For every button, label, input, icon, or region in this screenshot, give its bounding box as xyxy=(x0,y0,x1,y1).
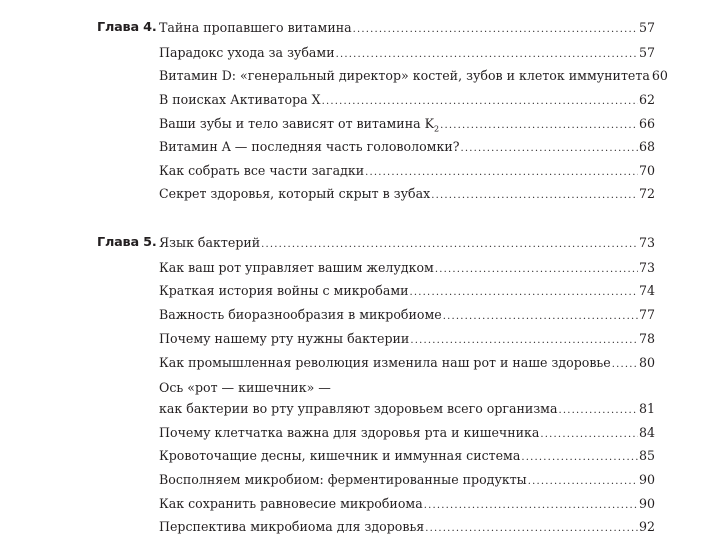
section-title: Краткая история войны с микробами xyxy=(159,283,409,298)
chapter-title: Тайна пропавшего витамина xyxy=(159,20,352,35)
dot-leader xyxy=(425,519,638,539)
subscript: 2 xyxy=(434,124,440,134)
page-number: 90 xyxy=(638,496,655,511)
section-title: как бактерии во рту управляют здоровьем всего организма xyxy=(159,401,558,416)
dot-leader xyxy=(353,20,638,40)
dot-leader xyxy=(431,186,638,206)
toc-entry[interactable] xyxy=(0,137,716,157)
toc-entry[interactable] xyxy=(0,305,716,325)
page-number: 77 xyxy=(638,307,655,322)
page-number: 85 xyxy=(638,448,655,463)
dot-leader xyxy=(365,163,638,183)
toc-entry-multiline[interactable] xyxy=(0,378,716,422)
page-number: 73 xyxy=(638,260,655,275)
chapter-label: Глава 5. xyxy=(97,235,157,250)
page-number: 92 xyxy=(638,519,655,534)
dot-leader xyxy=(410,283,638,303)
page-number: 70 xyxy=(638,163,655,178)
page-number: 57 xyxy=(638,45,655,60)
dot-leader xyxy=(440,116,638,136)
page-number: 72 xyxy=(638,186,655,201)
toc-entry[interactable] xyxy=(0,446,716,466)
toc-entry[interactable] xyxy=(0,90,716,110)
dot-leader xyxy=(424,496,638,516)
section-title: Восполняем микробиом: ферментированные продукты xyxy=(159,472,527,487)
dot-leader xyxy=(612,355,638,375)
section-title: Важность биоразнообразия в микробиоме xyxy=(159,307,442,322)
section-title: Витамин D: «генеральный директор» костей, зубов и клеток иммунитета xyxy=(159,68,650,83)
section-title-text: Ваши зубы и тело зависят от витамина K xyxy=(159,116,435,131)
dot-leader xyxy=(521,448,638,468)
section-title-line1: Ось «рот — кишечник» — xyxy=(159,380,331,395)
dot-leader xyxy=(336,45,638,65)
dot-leader xyxy=(435,260,638,280)
toc-entry[interactable] xyxy=(0,470,716,490)
section-title: Как промышленная революция изменила наш рот и наше здоровье xyxy=(159,355,611,370)
page-number: 62 xyxy=(638,92,655,107)
dot-leader xyxy=(460,139,637,159)
chapter-heading[interactable] xyxy=(0,18,716,38)
page-number: 80 xyxy=(638,355,655,370)
chapter-label: Глава 4. xyxy=(97,20,157,35)
section-title: Почему нашему рту нужны бактерии xyxy=(159,331,410,346)
dot-leader xyxy=(410,331,638,351)
chapter-title: Язык бактерий xyxy=(159,235,261,250)
dot-leader xyxy=(443,307,638,327)
page-number: 78 xyxy=(638,331,655,346)
toc-entry[interactable] xyxy=(0,281,716,301)
dot-leader xyxy=(540,425,638,445)
toc-entry[interactable] xyxy=(0,329,716,349)
page-number: 84 xyxy=(638,425,655,440)
section-title: Витамин A — последняя часть головоломки? xyxy=(159,139,460,154)
section-title: Как сохранить равновесие микробиома xyxy=(159,496,423,511)
dot-leader xyxy=(261,235,638,255)
section-title: Как ваш рот управляет вашим желудком xyxy=(159,260,434,275)
toc-entry[interactable] xyxy=(0,517,716,537)
page-number: 90 xyxy=(638,472,655,487)
dot-leader xyxy=(528,472,638,492)
toc-entry[interactable] xyxy=(0,353,716,373)
section-title: Парадокс ухода за зубами xyxy=(159,45,335,60)
page-number: 60 xyxy=(651,68,668,83)
toc-entry[interactable] xyxy=(0,494,716,514)
toc-entry[interactable] xyxy=(0,114,716,134)
section-title: Кровоточащие десны, кишечник и иммунная система xyxy=(159,448,521,463)
section-title xyxy=(159,114,439,134)
chapter-heading[interactable] xyxy=(0,233,716,253)
section-title: Как собрать все части загадки xyxy=(159,163,365,178)
toc-entry[interactable] xyxy=(0,66,716,86)
page-number: 74 xyxy=(638,283,655,298)
section-title: В поисках Активатора X xyxy=(159,92,321,107)
section-title: Почему клетчатка важна для здоровья рта и кишечника xyxy=(159,425,540,440)
toc-entry[interactable] xyxy=(0,161,716,181)
toc-entry[interactable] xyxy=(0,43,716,63)
page-number: 81 xyxy=(638,401,655,416)
toc-entry[interactable] xyxy=(0,258,716,278)
page-number: 73 xyxy=(638,235,655,250)
dot-leader xyxy=(322,92,638,112)
page-number: 66 xyxy=(638,116,655,131)
page-number: 57 xyxy=(638,20,655,35)
dot-leader xyxy=(559,401,638,421)
section-title: Секрет здоровья, который скрыт в зубах xyxy=(159,186,431,201)
page-number: 68 xyxy=(638,139,655,154)
toc-entry[interactable] xyxy=(0,423,716,443)
toc-entry[interactable] xyxy=(0,184,716,204)
section-title: Перспектива микробиома для здоровья xyxy=(159,519,425,534)
